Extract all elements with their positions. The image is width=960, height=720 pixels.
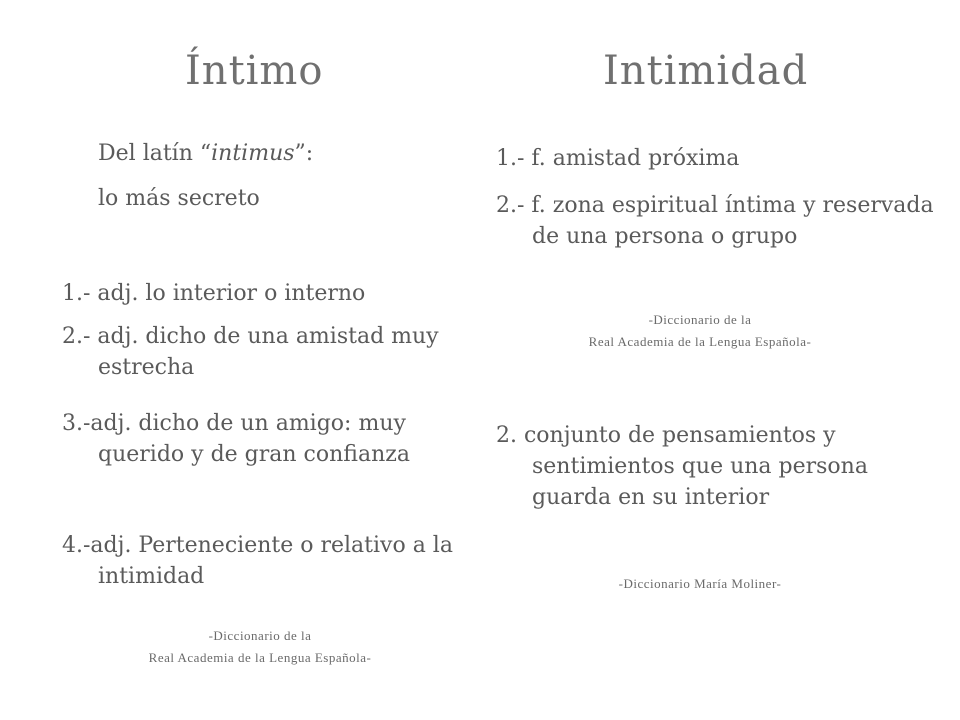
source-moliner: -Diccionario María Moliner-	[618, 576, 782, 591]
etymology-meaning: lo más secreto	[98, 186, 260, 211]
etymology-word: intimus	[211, 141, 295, 166]
source-rae-right	[495, 309, 905, 353]
source-line-2: Real Academia de la Lengua Española-	[588, 334, 812, 349]
definition-intimo-3: 3.-adj. dicho de un amigo: muy querido y de gran confianza	[62, 411, 410, 467]
source-line-1: -Diccionario de la	[208, 628, 312, 643]
title-intimo: Íntimo	[185, 48, 324, 94]
definition-intimo-2: 2.- adj. dicho de una amistad muy estrecha	[62, 324, 439, 380]
definition-intimidad-moliner: 2. conjunto de pensamientos y sentimientos que una persona guarda en su interior	[496, 423, 868, 510]
title-intimidad: Intimidad	[603, 48, 809, 94]
source-line-2: Real Academia de la Lengua Española-	[148, 650, 372, 665]
definition-intimidad-1: 1.- f. amistad próxima	[496, 146, 740, 171]
etymology-suffix: ”:	[294, 141, 314, 166]
definition-intimidad-2: 2.- f. zona espiritual íntima y reservada de una persona o grupo	[496, 193, 934, 249]
etymology-prefix: Del latín “	[98, 141, 212, 166]
source-line-1: -Diccionario de la	[648, 312, 752, 327]
definition-intimo-4: 4.-adj. Perteneciente o relativo a la intimidad	[62, 533, 453, 589]
etymology-line	[98, 138, 313, 170]
definition-intimo-1: 1.- adj. lo interior o interno	[62, 281, 366, 306]
source-rae-left	[60, 625, 460, 669]
